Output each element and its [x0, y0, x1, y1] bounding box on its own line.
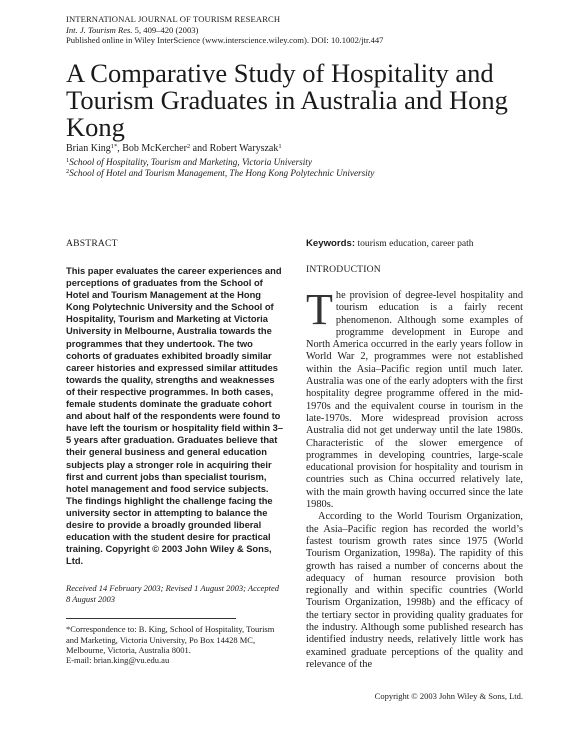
author-list [66, 143, 526, 155]
paragraph [306, 285, 523, 511]
keywords-value: tourism education, career path [355, 238, 474, 249]
author-name: Bob McKercher [122, 143, 187, 154]
affiliation-marker: 1 [66, 157, 70, 164]
drop-cap: T [306, 285, 333, 334]
citation-volume-pages: 5, 409–420 (2003) [132, 24, 199, 35]
article-title: A Comparative Study of Hospitality and Tourism Graduates in Australia and Hong Kong [66, 58, 508, 142]
introduction-heading: INTRODUCTION [306, 264, 381, 275]
paragraph: According to the World Tourism Organization, the Asia–Pacific region has recorded the world’s fastest tourism growth rates since 1975 (World Tourism Organization, 1998a). The rapidity of this growth has raised a number of concerns about the adequacy of human resource provision both regionally and within specific countries (World Tourism Organization, 1998b) and the efficacy of the tertiary sector in providing quality graduates for the industry. Although some published research has identified industry needs, relatively little work has examined graduate perceptions of the quality and relevance of the [306, 511, 523, 670]
abstract-heading: ABSTRACT [66, 238, 118, 249]
keywords [306, 238, 523, 250]
correspondence-email: E-mail: brian.king@vu.edu.au [66, 655, 170, 666]
journal-name: INTERNATIONAL JOURNAL OF TOURISM RESEARCH [66, 14, 281, 24]
author-marker: 1 [278, 143, 282, 150]
footnote-rule [66, 618, 236, 619]
journal-header [66, 14, 516, 46]
affiliation [66, 157, 526, 168]
paragraph-text: he provision of degree-level hospitality and tourism education is a fairly recent phenomenon. Although some examples of programme development in Europe and North America occurred in the early years follow in World War 2, programmes were not established within the Asia–Pacific region until much later. Australia was one of the early adopters with the first hospitality degree programme offered in the mid-1970s and the equivalent course in tourism in the late-1970s. More widespread provision across Australia did not get underway until the late 1980s. Characteristic of the slower emergence of programmes in developing countries, large-scale educational provision for hospitality and tourism in countries such as China occurred relatively late, with the main growth having occurred since the late 1980s. [306, 290, 523, 511]
affiliation-text: School of Hospitality, Tourism and Marketing, Victoria University [69, 157, 312, 167]
author-name: Brian King [66, 143, 111, 154]
right-column [306, 238, 523, 671]
abstract-body: This paper evaluates the career experiences and perceptions of graduates from the School of Hotel and Tourism Management at the Hong Kong Polytechnic University and the School of Hospitality, Tourism and Marketing at Victoria University in Melbourne, Australia towards the programmes that they undertook. The two cohorts of graduates exhibited broadly similar career histories and expressed similar attitudes towards the quality, strengths and weaknesses of their respective programmes. In both cases, female students dominate the graduate cohort and about half of the respondents were found to have left the tourism or hospitality field within 3–5 years after graduation. Graduates believe that their general business and general education subjects play a stronger role in acquiring their first and current jobs than specialist tourism, hotel management and food service subjects. The findings highlight the challenge facing the university sector in attempting to balance the desire to provide a broadly grounded liberal education with the student desire for practical training. Copyright © 2003 John Wiley & Sons, Ltd. [66, 266, 284, 567]
correspondence-note [66, 624, 284, 666]
journal-citation [66, 25, 516, 36]
affiliations [66, 157, 526, 180]
affiliation-marker: 2 [66, 168, 70, 176]
citation-abbrev: Int. J. Tourism Res. [66, 24, 133, 35]
publication-info: Published online in Wiley InterScience (www.interscience.wiley.com). DOI: 10.1002/jtr.447 [66, 35, 384, 46]
keywords-label: Keywords: [306, 238, 356, 249]
author-marker: 1* [110, 143, 118, 150]
author-name: Robert Waryszak [209, 143, 279, 154]
affiliation [66, 168, 526, 179]
author-marker: 2 [186, 143, 191, 150]
author-separator: , [117, 143, 123, 154]
copyright-footer: Copyright © 2003 John Wiley & Sons, Ltd. [374, 691, 523, 701]
received-dates: Received 14 February 2003; Revised 1 August 2003; Accepted 8 August 2003 [66, 583, 280, 604]
affiliation-text: School of Hotel and Tourism Management, The Hong Kong Polytechnic University [69, 168, 375, 179]
introduction-body [306, 285, 523, 671]
left-column [66, 238, 284, 666]
author-separator: and [190, 143, 210, 154]
correspondence-text: *Correspondence to: B. King, School of Hospitality, Tourism and Marketing, Victoria University, Po Box 14428 MC, Melbourne, Victoria, Australia 8001. [66, 624, 275, 655]
